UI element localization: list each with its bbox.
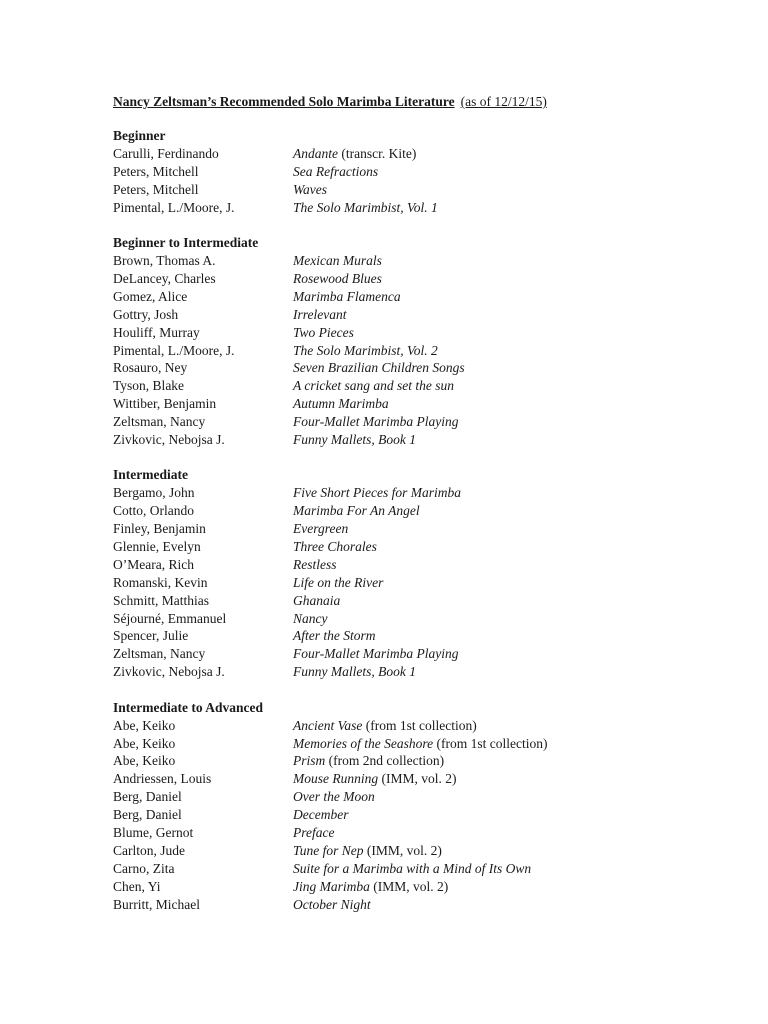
work-cell bbox=[293, 359, 713, 377]
composer-name: Peters, Mitchell bbox=[113, 181, 199, 197]
work-cell bbox=[293, 199, 713, 217]
composer-name: Finley, Benjamin bbox=[113, 521, 206, 537]
composer-name: Tyson, Blake bbox=[113, 378, 185, 394]
work-title: Andante bbox=[293, 146, 338, 161]
level-section bbox=[113, 234, 713, 449]
literature-entry bbox=[113, 663, 713, 681]
work-cell bbox=[293, 306, 713, 324]
literature-entry bbox=[113, 502, 713, 520]
literature-entry bbox=[113, 288, 713, 306]
work-title: Restless bbox=[293, 556, 337, 572]
literature-entry bbox=[113, 181, 713, 199]
work-note: (transcr. Kite) bbox=[341, 146, 417, 161]
work-cell bbox=[293, 538, 713, 556]
literature-entry bbox=[113, 413, 713, 431]
work-cell bbox=[293, 717, 713, 735]
literature-entry bbox=[113, 717, 713, 735]
work-cell bbox=[293, 413, 713, 431]
literature-entry bbox=[113, 538, 713, 556]
work-cell bbox=[293, 878, 713, 896]
work-cell bbox=[293, 735, 713, 753]
literature-entry bbox=[113, 878, 713, 896]
work-title: December bbox=[293, 807, 349, 823]
literature-entry bbox=[113, 395, 713, 413]
work-cell bbox=[293, 627, 713, 645]
work-cell bbox=[293, 824, 713, 842]
literature-entry bbox=[113, 145, 713, 163]
composer-name: Andriessen, Louis bbox=[113, 771, 212, 787]
literature-entry bbox=[113, 377, 713, 395]
work-title: Jing Marimba bbox=[293, 878, 370, 894]
work-title: A cricket sang and set the sun bbox=[293, 378, 454, 394]
literature-entry bbox=[113, 788, 713, 806]
work-cell bbox=[293, 395, 713, 413]
work-title: Preface bbox=[293, 825, 335, 840]
composer-name: Spencer, Julie bbox=[113, 628, 189, 644]
work-cell bbox=[293, 770, 713, 788]
composer-name: Zeltsman, Nancy bbox=[113, 646, 206, 662]
work-title: Ghanaia bbox=[293, 592, 341, 608]
composer-name: Cotto, Orlando bbox=[113, 503, 194, 519]
work-title: The Solo Marimbist, Vol. 2 bbox=[293, 342, 438, 358]
work-title: Four-Mallet Marimba Playing bbox=[293, 646, 459, 662]
work-title: Evergreen bbox=[293, 521, 349, 537]
composer-name: Glennie, Evelyn bbox=[113, 539, 201, 555]
literature-entry bbox=[113, 860, 713, 878]
literature-entry bbox=[113, 610, 713, 628]
work-cell bbox=[293, 145, 713, 163]
composer-name: DeLancey, Charles bbox=[113, 270, 216, 286]
work-note: (IMM, vol. 2) bbox=[381, 771, 457, 787]
work-title: After the Storm bbox=[293, 628, 376, 644]
literature-entry bbox=[113, 270, 713, 288]
composer-name: Gomez, Alice bbox=[113, 288, 188, 304]
literature-entry bbox=[113, 770, 713, 788]
work-cell bbox=[293, 163, 713, 181]
composer-name: Schmitt, Matthias bbox=[113, 592, 209, 608]
composer-name: Zivkovic, Nebojsa J. bbox=[113, 664, 225, 680]
work-cell bbox=[293, 592, 713, 610]
section-heading: Beginner to Intermediate bbox=[113, 235, 259, 251]
work-title: Four-Mallet Marimba Playing bbox=[293, 414, 459, 430]
work-cell bbox=[293, 502, 713, 520]
work-cell bbox=[293, 806, 713, 824]
work-cell bbox=[293, 788, 713, 806]
level-section bbox=[113, 466, 713, 681]
literature-entry bbox=[113, 324, 713, 342]
work-title: The Solo Marimbist, Vol. 1 bbox=[293, 199, 438, 215]
literature-entry bbox=[113, 556, 713, 574]
section-heading: Intermediate bbox=[113, 467, 188, 483]
composer-name: Romanski, Kevin bbox=[113, 574, 208, 590]
literature-entry bbox=[113, 252, 713, 270]
document-title-line bbox=[113, 93, 713, 111]
work-note: (from 1st collection) bbox=[365, 717, 477, 733]
literature-entry bbox=[113, 574, 713, 592]
composer-name: Berg, Daniel bbox=[113, 789, 182, 805]
composer-name: Brown, Thomas A. bbox=[113, 253, 216, 269]
work-cell bbox=[293, 663, 713, 681]
literature-entry bbox=[113, 627, 713, 645]
level-section bbox=[113, 127, 713, 217]
work-title: Waves bbox=[293, 181, 327, 197]
literature-entry bbox=[113, 306, 713, 324]
composer-name: Gottry, Josh bbox=[113, 306, 179, 322]
level-section bbox=[113, 699, 713, 914]
composer-name: Wittiber, Benjamin bbox=[113, 396, 217, 412]
work-title: Suite for a Marimba with a Mind of Its Own bbox=[293, 860, 532, 876]
composer-name: Chen, Yi bbox=[113, 878, 161, 894]
literature-entry bbox=[113, 735, 713, 753]
composer-name: Pimental, L./Moore, J. bbox=[113, 199, 235, 215]
composer-name: Abe, Keiko bbox=[113, 753, 176, 769]
composer-name: Zivkovic, Nebojsa J. bbox=[113, 431, 225, 447]
work-title: Marimba Flamenca bbox=[293, 288, 401, 304]
work-cell bbox=[293, 252, 713, 270]
literature-entry bbox=[113, 484, 713, 502]
composer-name: Zeltsman, Nancy bbox=[113, 414, 206, 430]
composer-name: Bergamo, John bbox=[113, 485, 195, 501]
section-heading: Intermediate to Advanced bbox=[113, 699, 263, 715]
literature-entry bbox=[113, 824, 713, 842]
work-cell bbox=[293, 752, 713, 770]
work-title: October Night bbox=[293, 896, 371, 912]
composer-name: Burritt, Michael bbox=[113, 896, 200, 912]
literature-entry bbox=[113, 806, 713, 824]
work-cell bbox=[293, 645, 713, 663]
composer-name: Pimental, L./Moore, J. bbox=[113, 342, 235, 358]
work-title: Three Chorales bbox=[293, 539, 377, 555]
work-cell bbox=[293, 270, 713, 288]
work-title: Autumn Marimba bbox=[293, 396, 389, 412]
work-title: Mexican Murals bbox=[293, 253, 382, 269]
work-cell bbox=[293, 431, 713, 449]
work-title: Over the Moon bbox=[293, 789, 375, 805]
work-cell bbox=[293, 610, 713, 628]
composer-name: Abe, Keiko bbox=[113, 717, 176, 733]
work-note: (IMM, vol. 2) bbox=[366, 842, 442, 858]
literature-entry bbox=[113, 896, 713, 914]
work-note: (from 1st collection) bbox=[436, 735, 548, 751]
composer-name: Carulli, Ferdinando bbox=[113, 146, 219, 161]
work-cell bbox=[293, 484, 713, 502]
work-cell bbox=[293, 574, 713, 592]
composer-name: O’Meara, Rich bbox=[113, 556, 194, 572]
work-cell bbox=[293, 896, 713, 914]
work-title: Nancy bbox=[293, 610, 328, 626]
literature-entry bbox=[113, 592, 713, 610]
work-cell bbox=[293, 324, 713, 342]
work-title: Rosewood Blues bbox=[293, 270, 382, 286]
literature-entry bbox=[113, 645, 713, 663]
work-cell bbox=[293, 556, 713, 574]
work-title: Ancient Vase bbox=[293, 717, 363, 733]
literature-sections bbox=[113, 127, 713, 913]
work-cell bbox=[293, 342, 713, 360]
work-title: Sea Refractions bbox=[293, 163, 379, 179]
work-note: (IMM, vol. 2) bbox=[373, 878, 449, 894]
work-title: Seven Brazilian Children Songs bbox=[293, 360, 465, 376]
composer-name: Abe, Keiko bbox=[113, 735, 176, 751]
work-title: Mouse Running bbox=[293, 771, 379, 787]
composer-name: Berg, Daniel bbox=[113, 807, 182, 823]
composer-name: Rosauro, Ney bbox=[113, 360, 188, 376]
composer-name: Séjourné, Emmanuel bbox=[113, 610, 227, 626]
work-title: Funny Mallets, Book 1 bbox=[293, 431, 416, 447]
literature-entry bbox=[113, 163, 713, 181]
literature-entry bbox=[113, 842, 713, 860]
work-title: Irrelevant bbox=[293, 306, 347, 322]
composer-name: Carlton, Jude bbox=[113, 842, 185, 858]
composer-name: Peters, Mitchell bbox=[113, 163, 199, 179]
work-title: Two Pieces bbox=[293, 324, 354, 340]
section-heading: Beginner bbox=[113, 128, 166, 143]
work-cell bbox=[293, 842, 713, 860]
document-page bbox=[113, 93, 713, 931]
work-cell bbox=[293, 520, 713, 538]
work-cell bbox=[293, 288, 713, 306]
work-title: Memories of the Seashore bbox=[293, 735, 434, 751]
literature-entry bbox=[113, 752, 713, 770]
work-cell bbox=[293, 377, 713, 395]
work-cell bbox=[293, 181, 713, 199]
work-title: Five Short Pieces for Marimba bbox=[293, 485, 461, 501]
work-note: (from 2nd collection) bbox=[328, 753, 445, 769]
work-title: Life on the River bbox=[293, 574, 384, 590]
literature-entry bbox=[113, 520, 713, 538]
work-cell bbox=[293, 860, 713, 878]
work-title: Marimba For An Angel bbox=[293, 503, 420, 519]
literature-entry bbox=[113, 359, 713, 377]
work-title: Tune for Nep bbox=[293, 842, 364, 858]
work-title: Funny Mallets, Book 1 bbox=[293, 664, 416, 680]
literature-entry bbox=[113, 342, 713, 360]
composer-name: Blume, Gernot bbox=[113, 825, 194, 840]
literature-entry bbox=[113, 431, 713, 449]
document-date-note: (as of 12/12/15) bbox=[460, 94, 547, 109]
literature-entry bbox=[113, 199, 713, 217]
document-title: Nancy Zeltsman’s Recommended Solo Marimba Literature bbox=[113, 94, 455, 109]
composer-name: Houliff, Murray bbox=[113, 324, 200, 340]
composer-name: Carno, Zita bbox=[113, 860, 175, 876]
work-title: Prism bbox=[293, 753, 326, 769]
